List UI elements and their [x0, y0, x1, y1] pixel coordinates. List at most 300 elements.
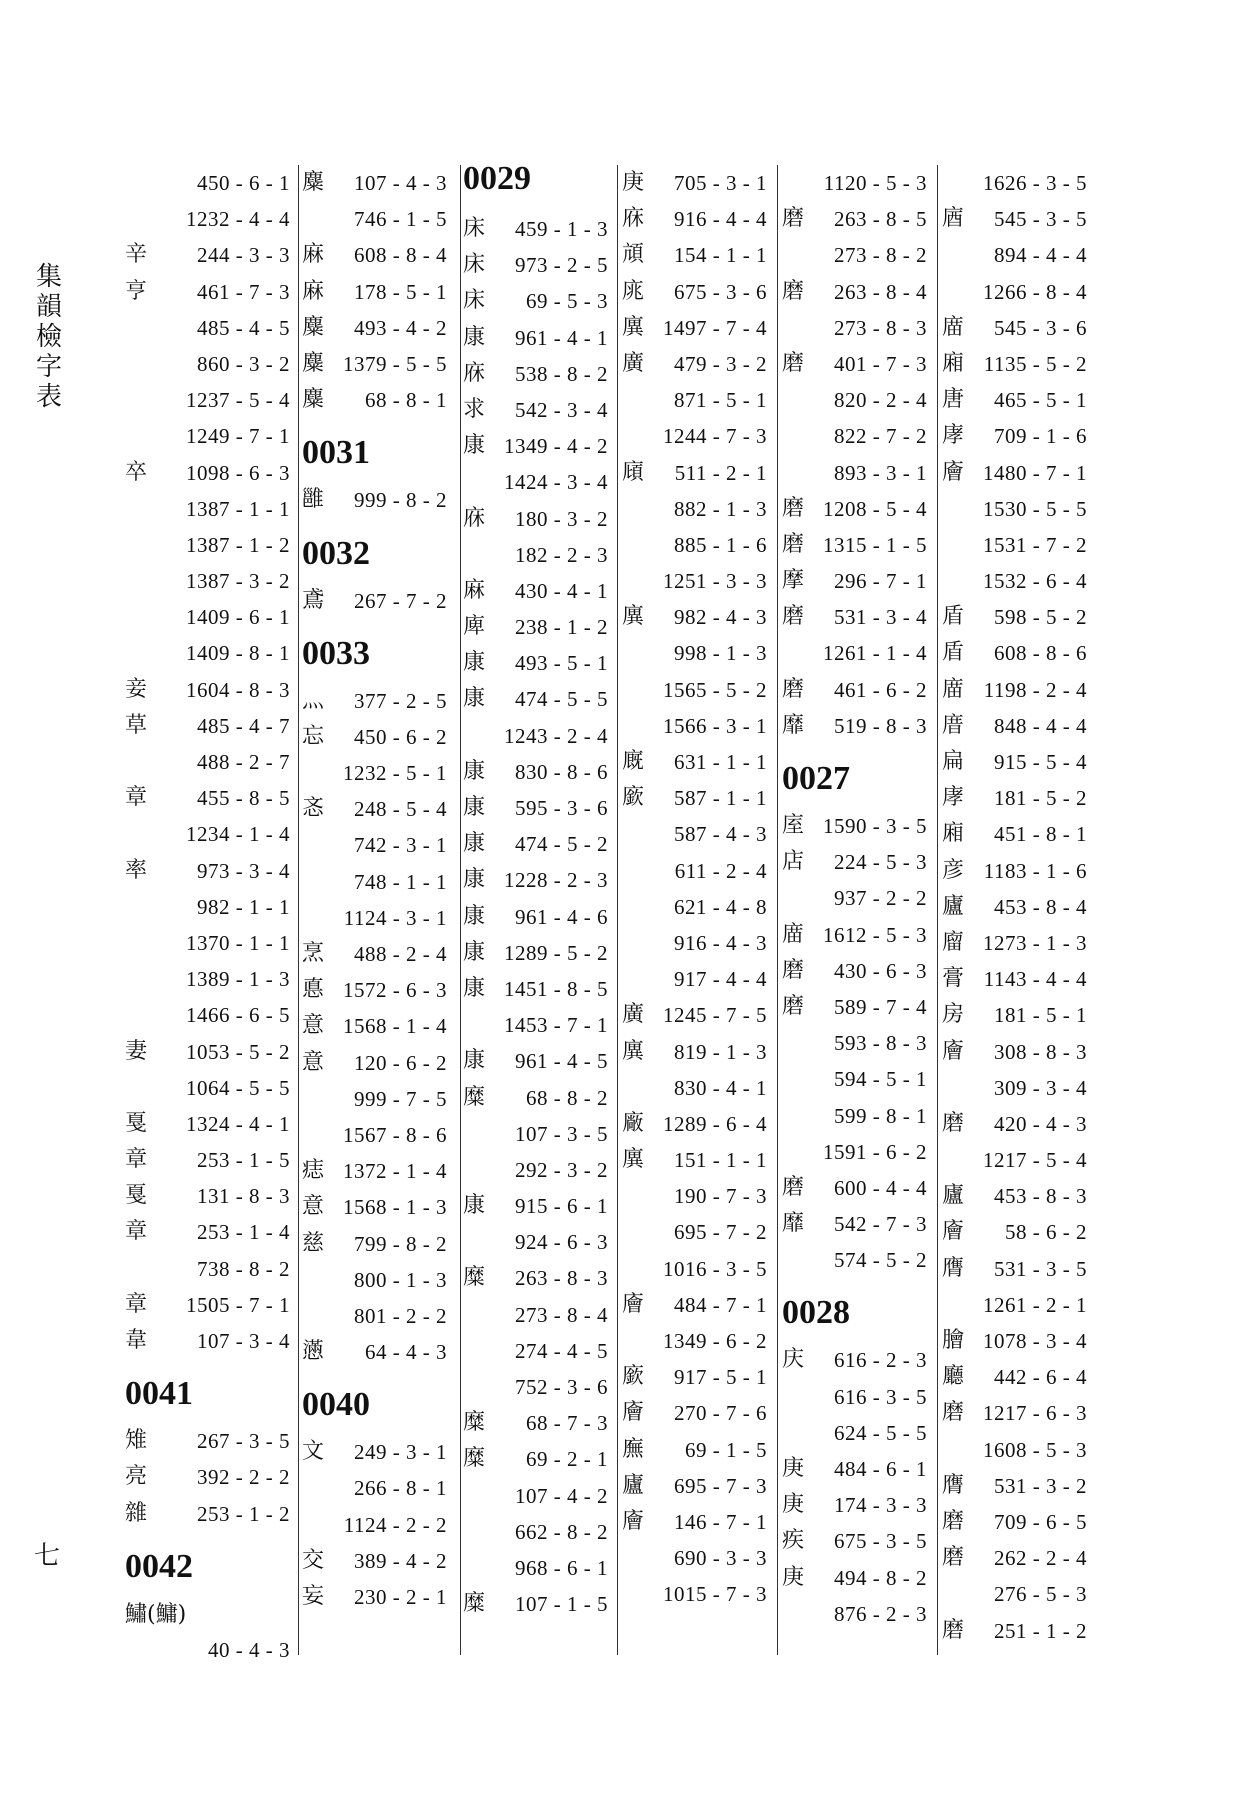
index-entry [463, 645, 608, 681]
entry-reference: 860 - 3 - 2 [197, 351, 290, 376]
entry-character: 鳶 [302, 587, 325, 613]
index-entry [942, 1432, 1087, 1468]
index-entry [782, 635, 927, 671]
index-entry [463, 681, 608, 717]
index-entry [622, 310, 767, 346]
entry-reference: 1232 - 5 - 1 [343, 761, 447, 786]
section-header: 0027 [782, 760, 850, 797]
entry-reference: 893 - 3 - 1 [834, 460, 927, 485]
entry-character: 烹 [302, 941, 325, 966]
entry-reference: 442 - 6 - 4 [994, 1365, 1087, 1390]
index-entry [942, 1034, 1087, 1070]
entry-reference: 58 - 6 - 2 [1005, 1220, 1087, 1245]
index-entry [942, 491, 1087, 527]
entry-reference: 982 - 4 - 3 [674, 605, 767, 630]
entry-reference: 1387 - 1 - 2 [186, 532, 290, 557]
entry-character: 康 [463, 795, 486, 820]
index-entry [463, 537, 608, 573]
entry-character: 廂 [942, 821, 965, 847]
index-entry [463, 718, 608, 754]
entry-character: 意 [302, 1013, 325, 1039]
entry-reference: 270 - 7 - 6 [674, 1401, 767, 1426]
index-entry [942, 672, 1087, 708]
entry-reference: 1015 - 7 - 3 [663, 1582, 767, 1607]
entry-reference: 453 - 8 - 3 [994, 1184, 1087, 1209]
index-entry [782, 1487, 927, 1523]
entry-character: 糜 [463, 1446, 486, 1472]
index-entry [942, 274, 1087, 310]
index-entry [622, 1395, 767, 1431]
entry-character: 廣 [622, 350, 645, 376]
entry-character: 庳 [463, 614, 486, 640]
index-entry [942, 310, 1087, 346]
entry-reference: 154 - 1 - 1 [674, 243, 767, 268]
entry-reference: 224 - 5 - 3 [834, 850, 927, 875]
entry-character: 庥 [463, 360, 486, 386]
index-entry [125, 274, 290, 310]
entry-character: 摩 [782, 568, 805, 594]
entry-reference: 830 - 4 - 1 [674, 1075, 767, 1100]
entry-reference: 1198 - 2 - 4 [983, 677, 1087, 702]
entry-character: 康 [463, 975, 486, 1001]
index-entry [125, 418, 290, 454]
entry-character: 磨 [782, 1174, 805, 1200]
index-entry [125, 1178, 290, 1214]
entry-reference: 273 - 8 - 4 [515, 1302, 608, 1327]
index-entry [125, 1496, 290, 1532]
index-entry [782, 165, 927, 201]
entry-reference: 107 - 4 - 3 [354, 171, 447, 195]
index-entry [622, 744, 767, 780]
entry-character: 膺 [942, 1472, 965, 1498]
index-entry [125, 1214, 290, 1250]
entry-reference: 982 - 1 - 1 [197, 894, 290, 919]
entry-character: 庴 [942, 712, 965, 738]
entry-character: 廣 [622, 1002, 645, 1028]
index-entry [125, 165, 290, 201]
index-entry [622, 1540, 767, 1576]
entry-reference: 430 - 4 - 1 [515, 578, 608, 603]
entry-reference: 695 - 7 - 2 [674, 1220, 767, 1245]
entry-reference: 598 - 5 - 2 [994, 605, 1087, 630]
entry-character: 庨 [942, 423, 965, 449]
entry-reference: 538 - 8 - 2 [515, 361, 608, 386]
entry-character: 頏 [622, 242, 645, 268]
index-entry [782, 1061, 927, 1097]
entry-reference: 695 - 7 - 3 [674, 1473, 767, 1498]
entry-reference: 662 - 8 - 2 [515, 1519, 608, 1544]
entry-reference: 131 - 8 - 3 [197, 1184, 290, 1209]
entry-character: 廥 [942, 1038, 965, 1064]
index-column-4 [622, 165, 767, 1613]
entry-reference: 1612 - 5 - 3 [823, 922, 927, 947]
entry-reference: 1237 - 5 - 4 [186, 388, 290, 413]
entry-reference: 392 - 2 - 2 [197, 1465, 290, 1490]
entry-character: 麻 [463, 577, 486, 603]
entry-character: 戛 [125, 1183, 148, 1209]
entry-reference: 1565 - 5 - 2 [663, 677, 767, 702]
entry-reference: 709 - 1 - 6 [994, 424, 1087, 449]
index-entry [302, 683, 447, 719]
index-entry [942, 1178, 1087, 1214]
entry-character: 辛 [125, 242, 148, 268]
entry-character: 康 [463, 939, 486, 965]
entry-character: 廬 [622, 1472, 645, 1498]
index-entry [302, 583, 447, 619]
index-entry [302, 1008, 447, 1044]
index-entry [942, 780, 1087, 816]
index-entry [463, 1224, 608, 1260]
entry-reference: 182 - 2 - 3 [515, 542, 608, 567]
index-entry [463, 356, 608, 392]
index-entry [302, 936, 447, 972]
index-entry [782, 1415, 927, 1451]
entry-reference: 180 - 3 - 2 [515, 506, 608, 531]
entry-reference: 587 - 1 - 1 [674, 786, 767, 811]
entry-reference: 274 - 4 - 5 [515, 1338, 608, 1363]
index-entry [942, 1214, 1087, 1250]
index-entry [782, 989, 927, 1025]
index-entry [622, 455, 767, 491]
index-entry [463, 464, 608, 500]
entry-character: 章 [125, 785, 148, 811]
entry-character: 求 [463, 396, 486, 422]
index-entry [782, 1596, 927, 1632]
entry-reference: 998 - 1 - 3 [674, 641, 767, 666]
entry-reference: 461 - 6 - 2 [834, 677, 927, 702]
entry-character: 廥 [622, 1508, 645, 1534]
index-entry [622, 961, 767, 997]
index-entry [622, 1323, 767, 1359]
entry-reference: 309 - 3 - 4 [994, 1075, 1087, 1100]
entry-reference: 916 - 4 - 3 [674, 930, 767, 955]
index-entry [942, 816, 1087, 852]
entry-character: 房 [942, 1002, 965, 1028]
entry-reference: 531 - 3 - 5 [994, 1256, 1087, 1281]
entry-reference: 1566 - 3 - 1 [663, 713, 767, 738]
entry-reference: 450 - 6 - 1 [197, 171, 290, 195]
entry-reference: 624 - 5 - 5 [834, 1420, 927, 1445]
entry-character: 庮 [942, 206, 965, 232]
entry-character: 磨 [942, 1508, 965, 1534]
index-entry [125, 780, 290, 816]
entry-reference: 1387 - 1 - 1 [186, 496, 290, 521]
entry-reference: 871 - 5 - 1 [674, 388, 767, 413]
entry-reference: 1273 - 1 - 3 [983, 930, 1087, 955]
index-entry [463, 862, 608, 898]
index-entry [782, 237, 927, 273]
index-entry [302, 827, 447, 863]
entry-character: 膺 [942, 1255, 965, 1281]
entry-character: 膾 [942, 1328, 965, 1353]
entry-character: 廥 [622, 1291, 645, 1317]
index-entry [622, 1178, 767, 1214]
index-entry [463, 1441, 608, 1477]
entry-reference: 616 - 3 - 5 [834, 1384, 927, 1409]
index-entry [302, 310, 447, 346]
index-entry [302, 1081, 447, 1117]
entry-character: 疾 [782, 1528, 805, 1554]
entry-reference: 377 - 2 - 5 [354, 688, 447, 713]
index-entry [302, 274, 447, 310]
entry-reference: 876 - 2 - 3 [834, 1601, 927, 1626]
index-entry [622, 491, 767, 527]
entry-character: 靡 [782, 712, 805, 738]
entry-reference: 1591 - 6 - 2 [823, 1139, 927, 1164]
entry-reference: 574 - 5 - 2 [834, 1248, 927, 1273]
index-entry [302, 1189, 447, 1225]
entry-reference: 263 - 8 - 3 [515, 1266, 608, 1291]
entry-reference: 181 - 5 - 2 [994, 786, 1087, 811]
entry-reference: 1064 - 5 - 5 [186, 1075, 290, 1100]
index-entry [125, 1251, 290, 1287]
entry-reference: 738 - 8 - 2 [197, 1256, 290, 1281]
entry-character: 廳 [942, 1364, 965, 1390]
index-column-6 [942, 165, 1087, 1649]
entry-reference: 1497 - 7 - 4 [663, 315, 767, 340]
entry-reference: 819 - 1 - 3 [674, 1039, 767, 1064]
entry-reference: 1289 - 6 - 4 [663, 1111, 767, 1136]
entry-reference: 593 - 8 - 3 [834, 1031, 927, 1056]
entry-character: 雉 [125, 1428, 148, 1454]
index-entry [125, 1106, 290, 1142]
entry-reference: 389 - 4 - 2 [354, 1548, 447, 1573]
entry-reference: 69 - 5 - 3 [526, 289, 608, 314]
index-entry [125, 455, 290, 491]
entry-reference: 690 - 3 - 3 [674, 1546, 767, 1571]
entry-reference: 1567 - 8 - 6 [343, 1122, 447, 1147]
entry-character: 磨 [942, 1110, 965, 1136]
entry-character: 庨 [942, 785, 965, 811]
entry-character: 磨 [782, 350, 805, 376]
entry-reference: 545 - 3 - 6 [994, 315, 1087, 340]
entry-reference: 1453 - 7 - 1 [504, 1013, 608, 1038]
column-rule [617, 165, 618, 1655]
page-number: 七 [34, 1541, 61, 1571]
entry-reference: 608 - 8 - 6 [994, 641, 1087, 666]
entry-character: 膏 [942, 966, 965, 992]
index-entry [125, 925, 290, 961]
entry-reference: 1135 - 5 - 2 [983, 351, 1087, 376]
index-entry [622, 201, 767, 237]
entry-reference: 1389 - 1 - 3 [186, 967, 290, 992]
index-entry [622, 1287, 767, 1323]
index-entry [463, 1188, 608, 1224]
entry-reference: 1261 - 1 - 4 [823, 641, 927, 666]
entry-reference: 616 - 2 - 3 [834, 1348, 927, 1373]
entry-character: 庣 [622, 278, 645, 304]
entry-character: 庚 [622, 170, 645, 195]
entry-character: 韋 [125, 1328, 148, 1353]
entry-reference: 822 - 7 - 2 [834, 424, 927, 449]
entry-reference: 238 - 1 - 2 [515, 615, 608, 640]
entry-reference: 1016 - 3 - 5 [663, 1256, 767, 1281]
index-entry [782, 346, 927, 382]
index-entry [302, 972, 447, 1008]
entry-reference: 894 - 4 - 4 [994, 243, 1087, 268]
entry-reference: 474 - 5 - 5 [515, 687, 608, 712]
entry-reference: 1266 - 8 - 4 [983, 279, 1087, 304]
entry-character: 磨 [782, 676, 805, 702]
index-entry [782, 563, 927, 599]
entry-reference: 488 - 2 - 7 [197, 750, 290, 774]
entry-character: 麋 [302, 314, 325, 340]
index-column-5 [782, 165, 927, 1632]
index-entry [942, 1287, 1087, 1323]
entry-reference: 542 - 3 - 4 [515, 397, 608, 422]
entry-reference: 1078 - 3 - 4 [983, 1329, 1087, 1353]
index-entry [463, 1478, 608, 1514]
entry-reference: 40 - 4 - 3 [208, 1637, 290, 1662]
index-entry [302, 1470, 447, 1506]
index-entry [622, 418, 767, 454]
index-entry [463, 573, 608, 609]
section-header: 0028 [782, 1294, 850, 1332]
entry-reference: 253 - 1 - 2 [197, 1501, 290, 1526]
entry-character: 康 [463, 686, 486, 712]
entry-reference: 1244 - 7 - 3 [663, 424, 767, 449]
index-entry [942, 527, 1087, 563]
index-entry [622, 1432, 767, 1468]
entry-reference: 752 - 3 - 6 [515, 1375, 608, 1399]
index-entry [622, 1468, 767, 1504]
entry-character: 磨 [942, 1400, 965, 1426]
entry-reference: 453 - 8 - 4 [994, 894, 1087, 919]
index-entry [463, 1260, 608, 1296]
index-entry [302, 165, 447, 201]
entry-reference: 484 - 6 - 1 [834, 1457, 927, 1481]
index-entry [125, 1423, 290, 1459]
index-entry [125, 1034, 290, 1070]
entry-reference: 915 - 6 - 1 [515, 1194, 608, 1219]
index-entry [125, 1142, 290, 1178]
entry-character: 慈 [302, 1230, 325, 1256]
entry-reference: 107 - 3 - 4 [197, 1329, 290, 1353]
index-entry [942, 1468, 1087, 1504]
entry-reference: 511 - 2 - 1 [674, 460, 767, 485]
entry-reference: 848 - 4 - 4 [994, 713, 1087, 738]
index-entry [125, 346, 290, 382]
index-entry [782, 708, 927, 744]
entry-character: 庥 [622, 206, 645, 232]
entry-reference: 1568 - 1 - 3 [343, 1195, 447, 1220]
entry-reference: 107 - 3 - 5 [515, 1121, 608, 1146]
index-entry [622, 237, 767, 273]
entry-character: 磨 [942, 1545, 965, 1571]
index-entry [302, 1045, 447, 1081]
index-entry [125, 1287, 290, 1323]
index-entry [125, 997, 290, 1033]
section-header: 0033 [302, 634, 370, 672]
entry-reference: 273 - 8 - 3 [834, 315, 927, 340]
index-entry [942, 1142, 1087, 1178]
index-entry [125, 527, 290, 563]
entry-reference: 1626 - 3 - 5 [983, 171, 1087, 195]
index-entry [782, 527, 927, 563]
entry-reference: 69 - 2 - 1 [526, 1447, 608, 1472]
entry-reference: 248 - 5 - 4 [354, 797, 447, 822]
index-entry [302, 1298, 447, 1334]
index-entry [942, 961, 1087, 997]
index-entry [782, 1342, 927, 1378]
index-entry [463, 1405, 608, 1441]
entry-character: 庆 [782, 1347, 805, 1373]
entry-reference: 68 - 8 - 1 [365, 388, 447, 413]
entry-reference: 924 - 6 - 3 [515, 1230, 608, 1255]
entry-character: 康 [463, 324, 486, 350]
section-header: 0041 [125, 1375, 193, 1413]
index-entry [782, 1134, 927, 1170]
index-entry [622, 1214, 767, 1250]
entry-character: 康 [463, 650, 486, 676]
entry-character: 庢 [782, 813, 805, 838]
entry-reference: 594 - 5 - 1 [834, 1067, 927, 1092]
entry-reference: 1424 - 3 - 4 [504, 470, 608, 495]
entry-character: 磨 [782, 957, 805, 983]
side-title: 集韻檢字表 [35, 262, 62, 412]
index-entry [302, 1434, 447, 1470]
index-entry [942, 708, 1087, 744]
entry-reference: 107 - 4 - 2 [515, 1483, 608, 1508]
index-entry [942, 635, 1087, 671]
entry-character: 庿 [782, 921, 805, 947]
entry-character: 康 [463, 758, 486, 784]
entry-character: 廙 [622, 1038, 645, 1064]
entry-reference: 675 - 3 - 5 [834, 1529, 927, 1554]
index-entry [125, 310, 290, 346]
entry-reference: 961 - 4 - 6 [515, 904, 608, 929]
index-entry [622, 1142, 767, 1178]
index-entry [782, 1242, 927, 1278]
entry-character: 麋 [302, 170, 325, 195]
entry-character: 磨 [782, 206, 805, 232]
index-entry [463, 971, 608, 1007]
entry-reference: 885 - 1 - 6 [674, 532, 767, 557]
entry-character: 灬 [302, 687, 325, 713]
entry-character: 廬 [942, 1183, 965, 1209]
entry-reference: 485 - 4 - 7 [197, 713, 290, 738]
index-entry [463, 1080, 608, 1116]
entry-reference: 107 - 1 - 5 [515, 1592, 608, 1617]
entry-character: 妻 [125, 1038, 148, 1064]
entry-reference: 621 - 4 - 8 [674, 894, 767, 919]
entry-reference: 1608 - 5 - 3 [983, 1437, 1087, 1462]
entry-character: 懣 [302, 1339, 325, 1365]
entry-reference: 968 - 6 - 1 [515, 1555, 608, 1580]
index-entry [782, 672, 927, 708]
entry-reference: 961 - 4 - 1 [515, 325, 608, 350]
entry-reference: 799 - 8 - 2 [354, 1231, 447, 1256]
entry-character: 扁 [942, 749, 965, 774]
entry-character: 廎 [622, 459, 645, 485]
entry-character: 意 [302, 1049, 325, 1075]
index-entry [622, 780, 767, 816]
entry-reference: 253 - 1 - 5 [197, 1148, 290, 1173]
entry-reference: 800 - 1 - 3 [354, 1267, 447, 1292]
entry-character: 廬 [942, 893, 965, 919]
index-entry [942, 1540, 1087, 1576]
index-entry [463, 1297, 608, 1333]
entry-reference: 631 - 1 - 1 [674, 750, 767, 774]
entry-reference: 937 - 2 - 2 [834, 886, 927, 911]
entry-character: 章 [125, 1291, 148, 1317]
entry-reference: 748 - 1 - 1 [354, 869, 447, 894]
index-entry [942, 889, 1087, 925]
entry-reference: 484 - 7 - 1 [674, 1292, 767, 1317]
entry-reference: 68 - 7 - 3 [526, 1411, 608, 1436]
index-entry [302, 237, 447, 273]
entry-reference: 1217 - 5 - 4 [983, 1148, 1087, 1173]
